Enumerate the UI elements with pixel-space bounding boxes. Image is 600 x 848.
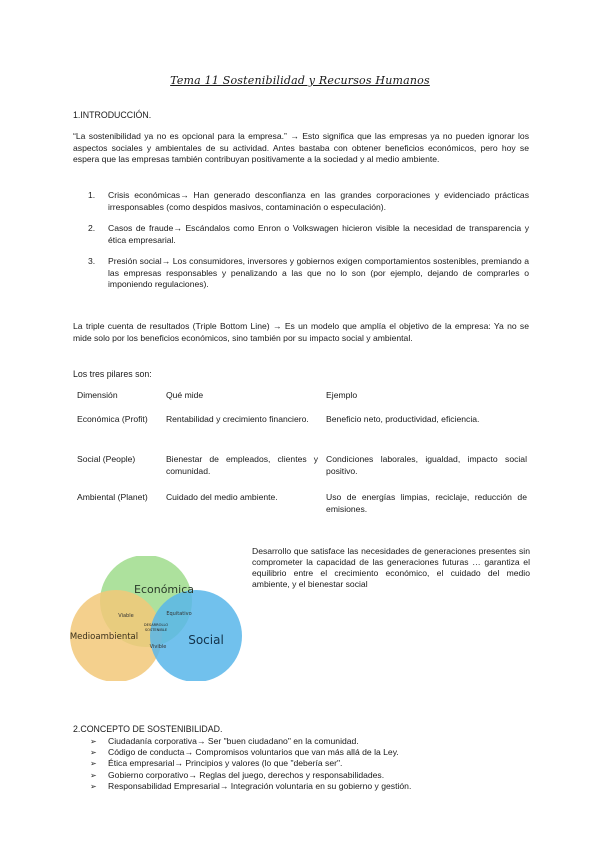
table-header: Dimensión	[77, 390, 118, 400]
table-cell: Cuidado del medio ambiente.	[165, 492, 278, 502]
arrow-bullet-icon: ➢	[90, 770, 97, 780]
venn-label-medioambiental: Medioambiental	[69, 632, 139, 642]
table-header: Ejemplo	[326, 390, 358, 400]
pillars-intro: Los tres pilares son:	[73, 369, 152, 379]
table-row	[73, 454, 531, 492]
section-1-heading: 1.INTRODUCCIÓN.	[73, 110, 152, 120]
table-cell: Económica (Profit)	[77, 414, 148, 424]
table-row	[73, 414, 531, 454]
venn-center-line-2: SOSTENIBLE	[144, 628, 168, 632]
venn-center-line-1: DESARROLLO	[143, 623, 169, 627]
section-2-heading: 2.CONCEPTO DE SOSTENIBILIDAD.	[73, 724, 223, 734]
document-title: Tema 11 Sostenibilidad y Recursos Humanos	[170, 74, 430, 87]
table-header-row	[73, 390, 531, 414]
venn-label-economica: Económica	[134, 583, 194, 596]
table-cell: Uso de energías limpias, reciclaje, reducción de emisiones.	[326, 492, 527, 514]
list-item: ➢ Ciudadanía corporativa→ Ser "buen ciudadano" en la comunidad.	[90, 736, 359, 746]
list-item: ➢ Código de conducta→ Compromisos voluntarios que van más allá de la Ley.	[90, 747, 399, 758]
arrow-bullet-icon: ➢	[90, 748, 97, 758]
intro-paragraph: “La sostenibilidad ya no es opcional para la empresa.” → Esto significa que las empresas ya no pueden ignorar los aspectos sociales y ambientales de su actividad. Antes bastaba con obtener beneficios económicos, pero hoy se espera que las empresas también contribuyan positivamente a la sociedad y al medio ambiente.	[73, 131, 529, 164]
table-cell: Beneficio neto, productividad, eficiencia.	[326, 414, 480, 424]
pillars-table	[73, 390, 531, 522]
table-row	[73, 492, 531, 522]
concepts-list	[88, 736, 528, 792]
sustainability-venn-diagram	[66, 556, 246, 681]
venn-label-viable: Viable	[118, 613, 134, 619]
list-item: 1. Crisis económicas→ Han generado desconfianza en las grandes corporaciones y evidenciado prácticas irresponsables (como despidos masivos, contaminación o especulación).	[88, 190, 529, 212]
list-item: 2. Casos de fraude→ Escándalos como Enron o Volkswagen hicieron visible la necesidad de transparencia y ética empresarial.	[88, 223, 529, 245]
arrow-bullet-icon: ➢	[90, 737, 97, 746]
list-item: ➢ Ética empresarial→ Principios y valores (lo que "debería ser".	[90, 758, 343, 769]
table-cell: Bienestar de empleados, clientes y comunidad.	[165, 454, 319, 476]
table-cell: Condiciones laborales, igualdad, impacto social positivo.	[326, 454, 527, 476]
table-cell: Ambiental (Planet)	[77, 492, 148, 502]
list-item: 3. Presión social→ Los consumidores, inversores y gobiernos exigen comportamientos sostenibles, premiando a las empresas responsables y penalizando a las que no lo son (por ejemplo, dejando de comprarles o imponiendo regulaciones).	[88, 256, 529, 289]
arrow-bullet-icon: ➢	[90, 781, 97, 791]
table-cell: Rentabilidad y crecimiento financiero.	[165, 414, 309, 424]
causes-list	[88, 190, 529, 301]
list-item: ➢ Responsabilidad Empresarial→ Integración voluntaria en su gobierno y gestión.	[90, 780, 412, 791]
arrow-bullet-icon: ➢	[90, 759, 97, 769]
venn-label-vivible: Vivible	[149, 644, 167, 650]
sustainable-development-definition: Desarrollo que satisface las necesidades de generaciones presentes sin comprometer la capacidad de las generaciones futuras … garantiza el equilibrio entre el crecimiento económico, el cuidado del medio ambiente, y el bienestar social	[252, 546, 530, 589]
table-cell: Social (People)	[77, 454, 136, 464]
table-header: Qué mide	[165, 390, 204, 400]
list-item: ➢ Gobierno corporativo→ Reglas del juego, derechos y responsabilidades.	[90, 769, 385, 780]
triple-bottom-line-paragraph: La triple cuenta de resultados (Triple Bottom Line) → Es un modelo que amplía el objetivo de la empresa: Ya no se mide solo por los beneficios económicos, sino también por su impacto social y ambiental.	[73, 321, 529, 343]
venn-label-social: Social	[188, 633, 224, 647]
venn-label-equitativo: Equitativo	[166, 611, 192, 617]
